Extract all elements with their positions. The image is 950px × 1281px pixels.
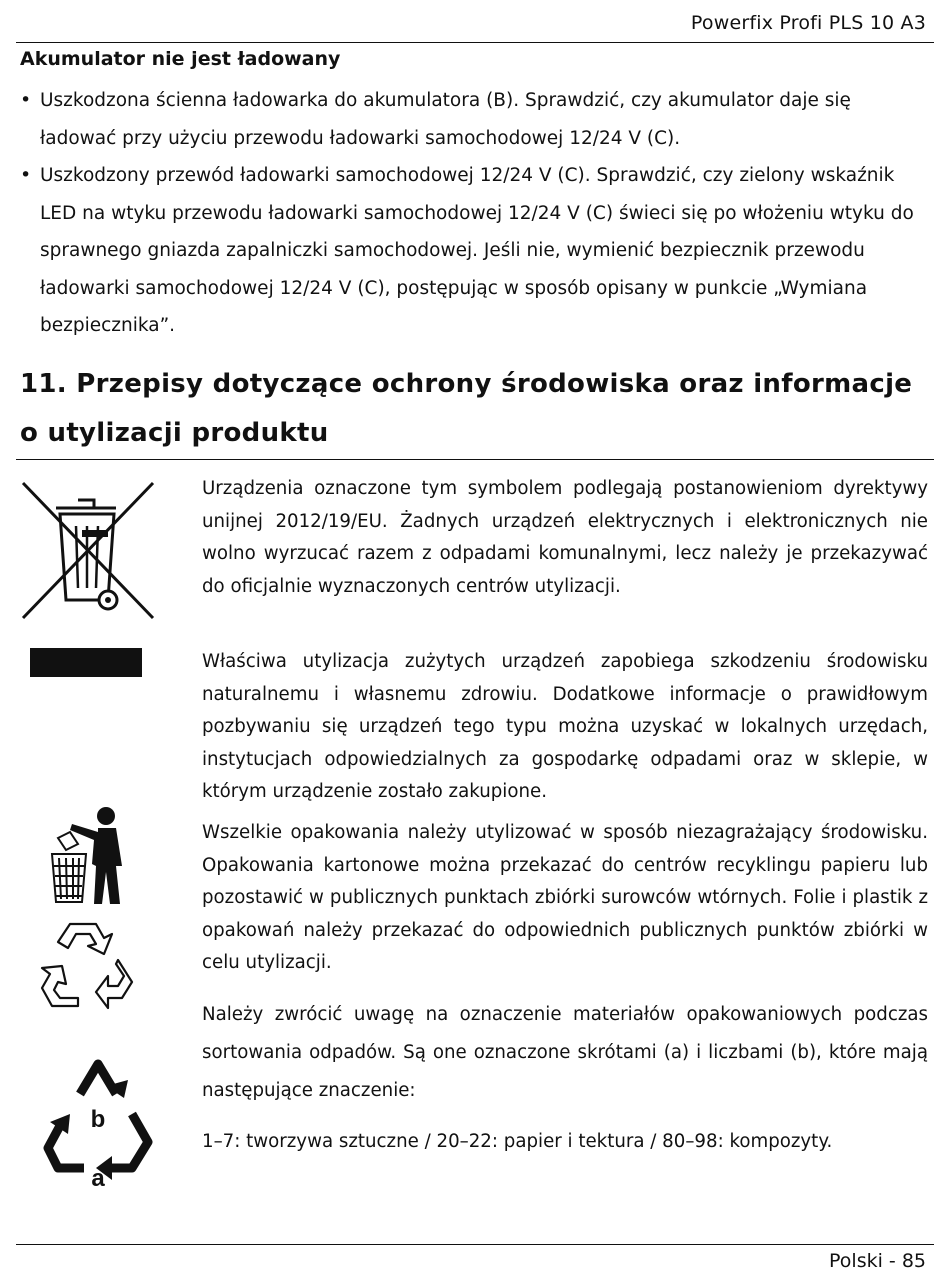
weee-paragraph: Urządzenia oznaczone tym symbolem podlegają postanowieniom dyrektywy unijnej 2012/19/EU. Żadnych urządzeń elektrycznych i elektronicznych nie wolno wyrzucać razem z odpadami komunalnymi, lecz należy je przekazywać do oficjalnie wyznaczonych centrów utylizacji. bbox=[202, 478, 928, 597]
material-codes-paragraph: Należy zwrócić uwagę na oznaczenie materiałów opakowaniowych podczas sortowania odpadów. Są one oznaczone skrótami (a) i liczbami (b), które mają następujące znaczenie: bbox=[202, 1004, 928, 1101]
packaging-paragraph: Wszelkie opakowania należy utylizować w sposób niezagrażający środowisku. Opakowania kartonowe można przekazać do centrów recyklingu papieru lub pozostawić w publicznych punktach zbiórki surowców wtórnych. Folie i plastik z opakowań należy przekazać do odpowiednich publicznych punktów zbiórki w celu utylizacji. bbox=[202, 822, 928, 973]
page-number: Polski - 85 bbox=[829, 1250, 926, 1272]
troubleshoot-heading: Akumulator nie jest ładowany bbox=[20, 48, 341, 70]
crossed-out-bin-icon bbox=[18, 478, 158, 623]
list-item: • Uszkodzony przewód ładowarki samochodowej 12/24 V (C). Sprawdzić, czy zielony wskaźnik LED na wtyku przewodu ładowarki samochodowej 12/24 V (C) świeci się po włożeniu wtyku do sprawnego gniazda zapalniczki samochodowej. Jeśli nie, wymienić bezpiecznik przewodu ładowarki samochodowej 12/24 V (C), postępując w sposób opisany w punkcie „Wymiana bezpiecznika”. bbox=[20, 157, 926, 345]
recycle-arrows-icon bbox=[38, 918, 136, 1010]
recycling-code-a-label: a bbox=[91, 1165, 105, 1192]
list-item: • Uszkodzona ścienna ładowarka do akumulatora (B). Sprawdzić, czy akumulator daje się ładować przy użyciu przewodu ładowarki samochodowej 12/24 V (C). bbox=[20, 82, 926, 157]
black-bar-icon bbox=[30, 648, 142, 677]
section-rule bbox=[16, 459, 934, 460]
recycling-code-b-label: b bbox=[90, 1106, 106, 1133]
disposal-paragraph: Właściwa utylizacja zużytych urządzeń zapobiega szkodzeniu środowisku naturalnemu i własnemu zdrowiu. Dodatkowe informacje o prawidłowym pozbywaniu się urządzeń tego typu można uzyskać w lokalnych urzędach, instytucjach odpowiedzialnych za gospodarkę odpadami oraz w sklepie, w którym urządzenie zostało zakupione. bbox=[202, 651, 928, 802]
recycling-code-icon bbox=[40, 1052, 158, 1192]
header-rule bbox=[16, 42, 934, 43]
footer-rule bbox=[16, 1244, 934, 1245]
troubleshoot-list bbox=[20, 82, 926, 345]
header-title: Powerfix Profi PLS 10 A3 bbox=[690, 12, 926, 34]
section-heading: 11. Przepisy dotyczące ochrony środowiska oraz informacje o utylizacji produktu bbox=[20, 369, 913, 448]
material-codes-list: 1–7: tworzywa sztuczne / 20–22: papier i tektura / 80–98: kompozyty. bbox=[202, 1131, 833, 1152]
tidyman-icon bbox=[48, 806, 132, 906]
